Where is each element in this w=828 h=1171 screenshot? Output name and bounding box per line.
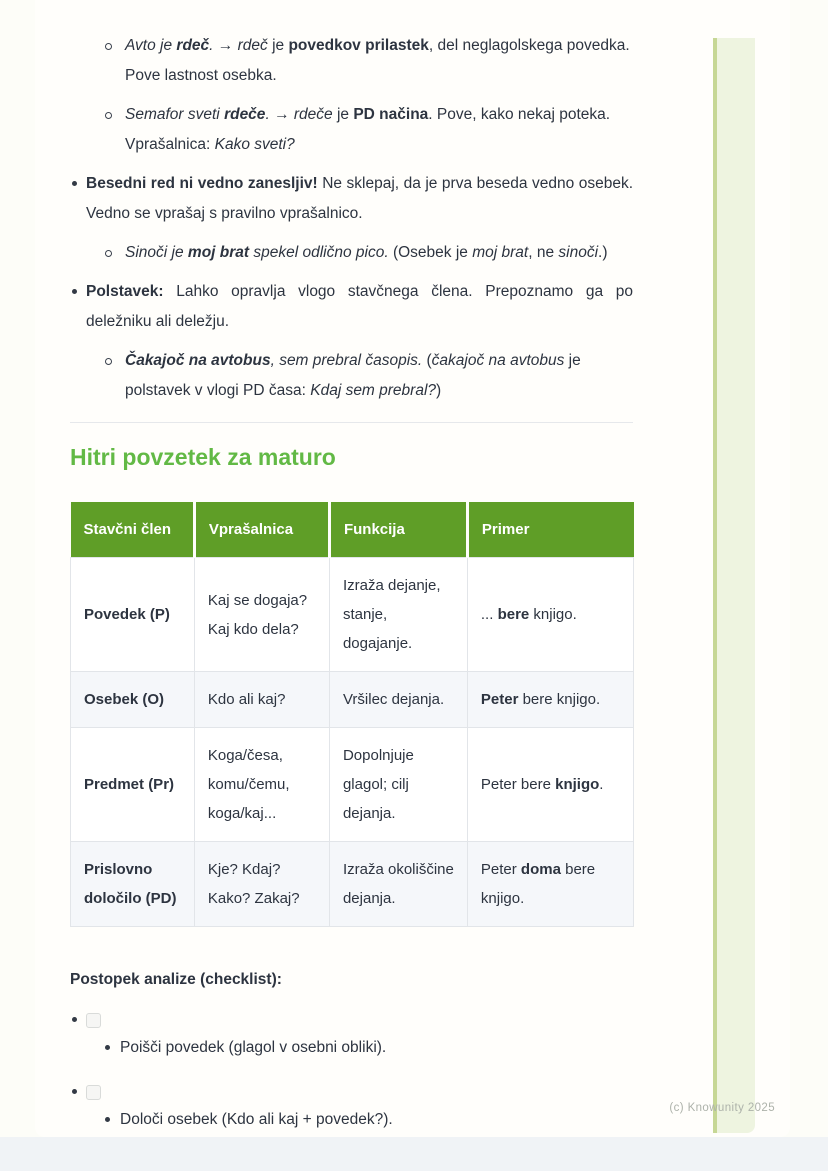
checklist (70, 1007, 633, 1135)
table-cell (329, 672, 467, 728)
text-run: Peter bere (480, 776, 556, 793)
table-cell (71, 728, 195, 842)
text-run: Ne sklepaj, da je prva beseda vedno osebek. Vedno se vprašaj s pravilno vprašalnico. (86, 175, 634, 222)
checklist-item-text: Poišči povedek (glagol v osebni obliki). (120, 1039, 387, 1056)
table-row (71, 728, 634, 842)
text-run: Kje? Kdaj? Kako? Zakaj? (207, 861, 300, 907)
checklist-item-text: Določi osebek (Kdo ali kaj + povedek?). (120, 1111, 393, 1128)
circle-bullet-icon (105, 43, 112, 50)
checkbox[interactable] (86, 1085, 101, 1100)
text-run: → (274, 106, 294, 123)
table-row (71, 558, 634, 672)
text-run: Sinoči je (125, 244, 188, 261)
list-item (103, 31, 633, 91)
text-run: je (267, 37, 289, 54)
bullet-marker (70, 1007, 86, 1033)
table-cell (467, 558, 633, 672)
checklist-item (70, 1007, 633, 1063)
bullet-icon (105, 1045, 110, 1050)
text-run: → (217, 37, 238, 54)
text-run: ( (422, 352, 432, 369)
list-item (103, 100, 633, 160)
circle-bullet-icon (105, 112, 112, 119)
text-run: Avto je (125, 37, 177, 54)
text-run: Semafor sveti (125, 106, 225, 123)
checklist-title: Postopek analize (checklist): (70, 971, 282, 988)
text-run: . (209, 37, 218, 54)
table-cell (71, 672, 195, 728)
bullet-icon (105, 1117, 110, 1122)
table-cell (329, 558, 467, 672)
text-run: je (332, 106, 354, 123)
text-run: . Pove, kako nekaj poteka. Vprašalnica: (125, 106, 611, 153)
page-edge-strip (713, 38, 755, 1133)
bullet-icon (72, 181, 77, 186)
table-cell (194, 842, 329, 927)
section-title: Hitri povzetek za maturo (70, 444, 336, 470)
text-run: Besedni red ni vedno zanesljiv! (86, 175, 318, 192)
document-content (70, 0, 633, 1135)
bullet-icon (72, 289, 77, 294)
text-run: rdeč (237, 37, 268, 54)
text-run: spekel odlično pico. (249, 244, 389, 261)
table-cell (467, 728, 633, 842)
table-cell (194, 558, 329, 672)
list-item-text (86, 277, 633, 337)
bullet-marker (103, 31, 125, 91)
text-run: bere knjigo. (518, 691, 601, 708)
list-item (70, 169, 633, 229)
notes-list (70, 31, 633, 406)
table-cell (71, 558, 195, 672)
text-run: rdeče (293, 106, 333, 123)
list-item-text (125, 238, 633, 268)
bullet-icon (72, 1089, 77, 1094)
table-cell (467, 842, 633, 927)
table-row (71, 672, 634, 728)
text-run: knjigo. (529, 606, 577, 623)
checklist-checkbox-row (70, 1007, 633, 1033)
table-header-cell: Primer (467, 502, 633, 558)
text-run: , del neglagolskega povedka. Pove lastnost osebka. (125, 37, 630, 84)
checklist-checkbox-row (70, 1079, 633, 1105)
text-run: Peter (480, 691, 519, 708)
text-run: Polstavek: (86, 283, 164, 300)
table-body (71, 558, 634, 927)
text-run: je polstavek v vlogi PD časa: (125, 352, 581, 399)
bullet-marker (103, 100, 125, 160)
text-run: Peter (480, 861, 521, 878)
text-run: povedkov prilastek (288, 37, 429, 54)
watermark: (c) Knowunity 2025 (669, 1102, 775, 1114)
list-item (103, 346, 633, 406)
bullet-marker (70, 1079, 86, 1105)
checklist-text-row (103, 1033, 633, 1063)
text-run: bere knjigo. (480, 861, 596, 907)
text-run: moj brat (187, 244, 250, 261)
table-cell (329, 842, 467, 927)
text-run: , ne (528, 244, 559, 261)
text-run: ) (436, 382, 442, 399)
table-header-cell: Funkcija (329, 502, 467, 558)
table-row (71, 842, 634, 927)
text-run: , sem prebral časopis. (270, 352, 423, 369)
table-header-cell: Stavčni člen (71, 502, 195, 558)
text-run: moj brat (472, 244, 529, 261)
page-background-band (0, 1137, 828, 1171)
table-cell (194, 728, 329, 842)
text-run: Koga/česa, komu/čemu, koga/kaj... (207, 747, 290, 822)
text-run: Vršilec dejanja. (342, 691, 445, 708)
text-run: (Osebek je (388, 244, 473, 261)
text-run: Kdo ali kaj? (207, 691, 286, 708)
list-item-text (125, 346, 633, 406)
list-item (70, 277, 633, 337)
circle-bullet-icon (105, 358, 112, 365)
text-run: Izraža dejanje, stanje, dogajanje. (342, 577, 441, 652)
checklist-text-row (103, 1105, 633, 1135)
table-header-cell: Vprašalnica (194, 502, 329, 558)
text-run: Izraža okoliščine dejanja. (342, 861, 454, 907)
list-item (103, 238, 633, 268)
list-item-text (86, 169, 633, 229)
bullet-marker (70, 169, 86, 229)
text-run: sinoči (558, 244, 599, 261)
table-cell (194, 672, 329, 728)
text-run: rdeč (176, 37, 210, 54)
circle-bullet-icon (105, 250, 112, 257)
text-run: ... (480, 606, 498, 623)
summary-table (70, 502, 634, 927)
checkbox[interactable] (86, 1013, 101, 1028)
list-item-text (125, 31, 633, 91)
text-run: doma (520, 861, 561, 878)
text-run: Dopolnjuje glagol; cilj dejanja. (342, 747, 414, 822)
text-run: bere (497, 606, 530, 623)
table-cell (329, 728, 467, 842)
text-run: Prislovno določilo (PD) (84, 861, 177, 907)
bullet-icon (72, 1017, 77, 1022)
text-run: . (599, 776, 604, 793)
table-cell (71, 842, 195, 927)
bullet-marker (70, 277, 86, 337)
text-run: Povedek (P) (84, 606, 170, 623)
bullet-marker (103, 1105, 120, 1135)
text-run: Kaj se dogaja? Kaj kdo dela? (207, 591, 308, 638)
bullet-marker (103, 238, 125, 268)
text-run: čakajoč na avtobus (431, 352, 565, 369)
bullet-marker (103, 1033, 120, 1063)
text-run: Lahko opravlja vlogo stavčnega člena. Prepoznamo ga po deležniku ali deležju. (86, 283, 633, 330)
table-cell (467, 672, 633, 728)
text-run: PD načina (353, 106, 429, 123)
text-run: Predmet (Pr) (84, 776, 175, 793)
table-header-row (71, 502, 634, 558)
section-divider (70, 422, 633, 423)
text-run: Kako sveti? (214, 136, 295, 153)
bullet-marker (103, 346, 125, 406)
text-run: .) (598, 244, 608, 261)
text-run: Osebek (O) (84, 691, 165, 708)
text-run: Čakajoč na avtobus (125, 352, 271, 369)
checklist-item (70, 1079, 633, 1135)
text-run: knjigo (555, 776, 600, 793)
text-run: . (265, 106, 275, 123)
text-run: rdeče (224, 106, 266, 123)
text-run: Kdaj sem prebral? (310, 382, 437, 399)
list-item-text (125, 100, 633, 160)
